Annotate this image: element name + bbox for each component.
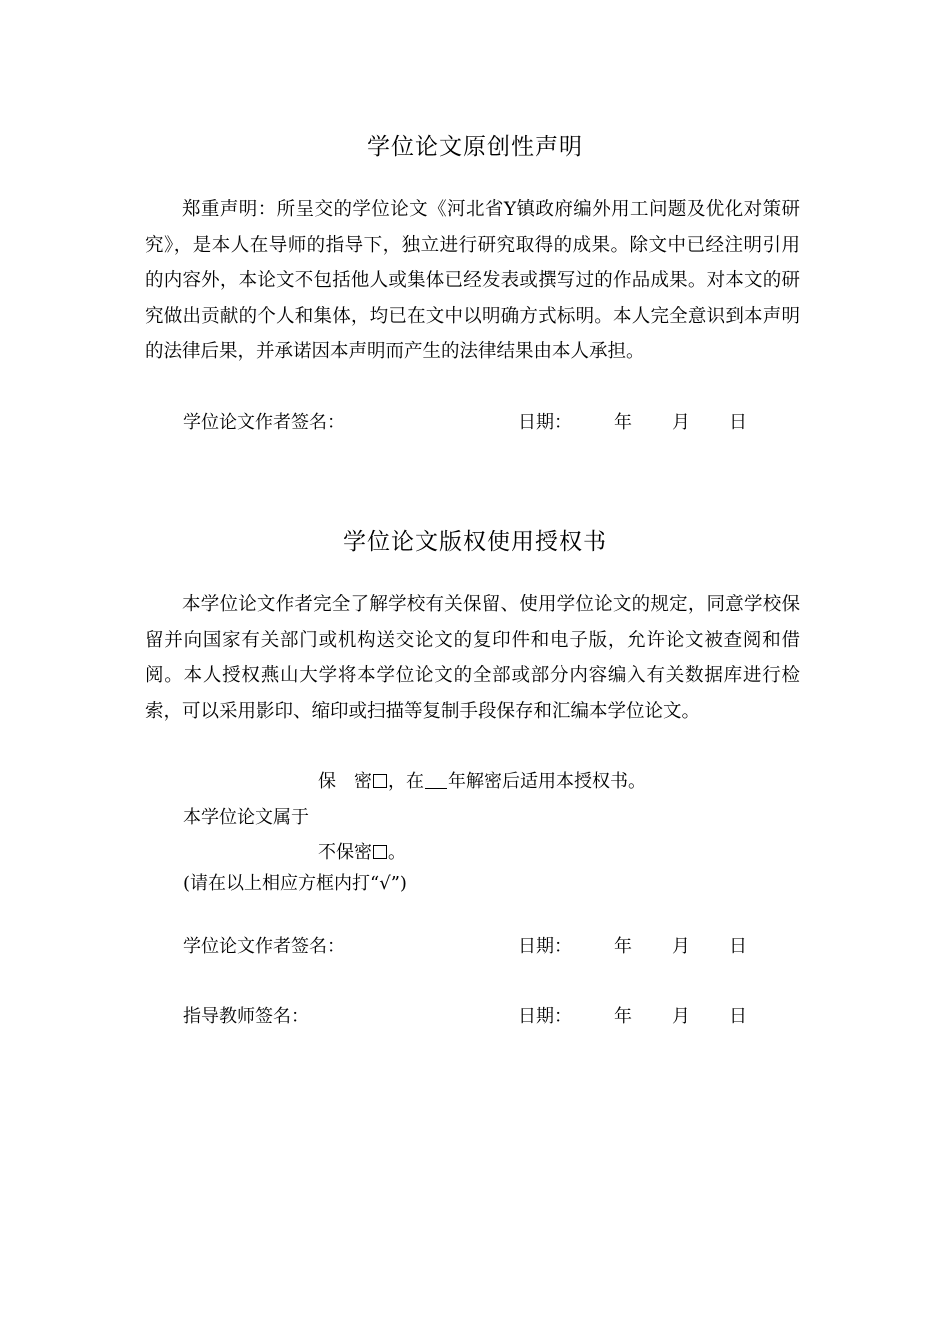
authorization-paragraph: 本学位论文作者完全了解学校有关保留、使用学位论文的规定，同意学校保留并向国家有关部门或机构送交论文的复印件和电子版，允许论文被查阅和借阅。本人授权燕山大学将本学位论文的全部或部分内容编入有关数据库进行检索，可以采用影印、缩印或扫描等复制手段保存和汇编本学位论文。 — [145, 594, 800, 722]
secret-option-suffix: 年解密后适用本授权书。 — [448, 771, 646, 792]
secret-option-label: 保 密 — [318, 771, 372, 792]
nonsecret-option-suffix: 。 — [388, 842, 406, 863]
year-label: 年 — [614, 1006, 632, 1027]
month-label: 月 — [672, 936, 690, 957]
decrypt-years-blank[interactable] — [425, 772, 447, 789]
secret-checkbox[interactable] — [373, 774, 387, 788]
originality-paragraph: 郑重声明：所呈交的学位论文《河北省Y镇政府编外用工问题及优化对策研究》，是本人在导师的指导下，独立进行研究取得的成果。除文中已经注明引用的内容外，本论文不包括他人或集体已经发表或撰写过的作品成果。对本文的研究做出贡献的个人和集体，均已在文中以明确方式标明。本人完全意识到本声明的法律后果，并承诺因本声明而产生的法律结果由本人承担。 — [145, 199, 800, 362]
year-label: 年 — [614, 936, 632, 957]
secret-option-line — [318, 767, 646, 793]
nonsecret-option-label: 不保密 — [318, 842, 372, 863]
originality-signature-row — [183, 408, 783, 434]
month-label: 月 — [672, 412, 690, 433]
day-label: 日 — [729, 936, 747, 957]
checkmark-instruction-note: (请在以上相应方框内打“√”) — [183, 873, 407, 894]
author-signature-label: 学位论文作者签名： — [183, 936, 345, 957]
date-label: 日期： — [518, 936, 572, 957]
nonsecret-checkbox[interactable] — [373, 845, 387, 859]
advisor-signature-row — [183, 1002, 783, 1028]
year-label: 年 — [614, 412, 632, 433]
author-signature-label: 学位论文作者签名： — [183, 412, 345, 433]
date-label: 日期： — [518, 1006, 572, 1027]
secret-option-mid: ，在 — [388, 771, 424, 792]
originality-title: 学位论文原创性声明 — [367, 134, 583, 160]
belongs-label: 本学位论文属于 — [183, 807, 309, 828]
nonsecret-option-line — [318, 838, 406, 864]
advisor-signature-label: 指导教师签名： — [183, 1006, 309, 1027]
date-label: 日期： — [518, 412, 572, 433]
authorization-title: 学位论文版权使用授权书 — [343, 529, 607, 555]
author-signature-row — [183, 932, 783, 958]
month-label: 月 — [672, 1006, 690, 1027]
day-label: 日 — [729, 412, 747, 433]
day-label: 日 — [729, 1006, 747, 1027]
